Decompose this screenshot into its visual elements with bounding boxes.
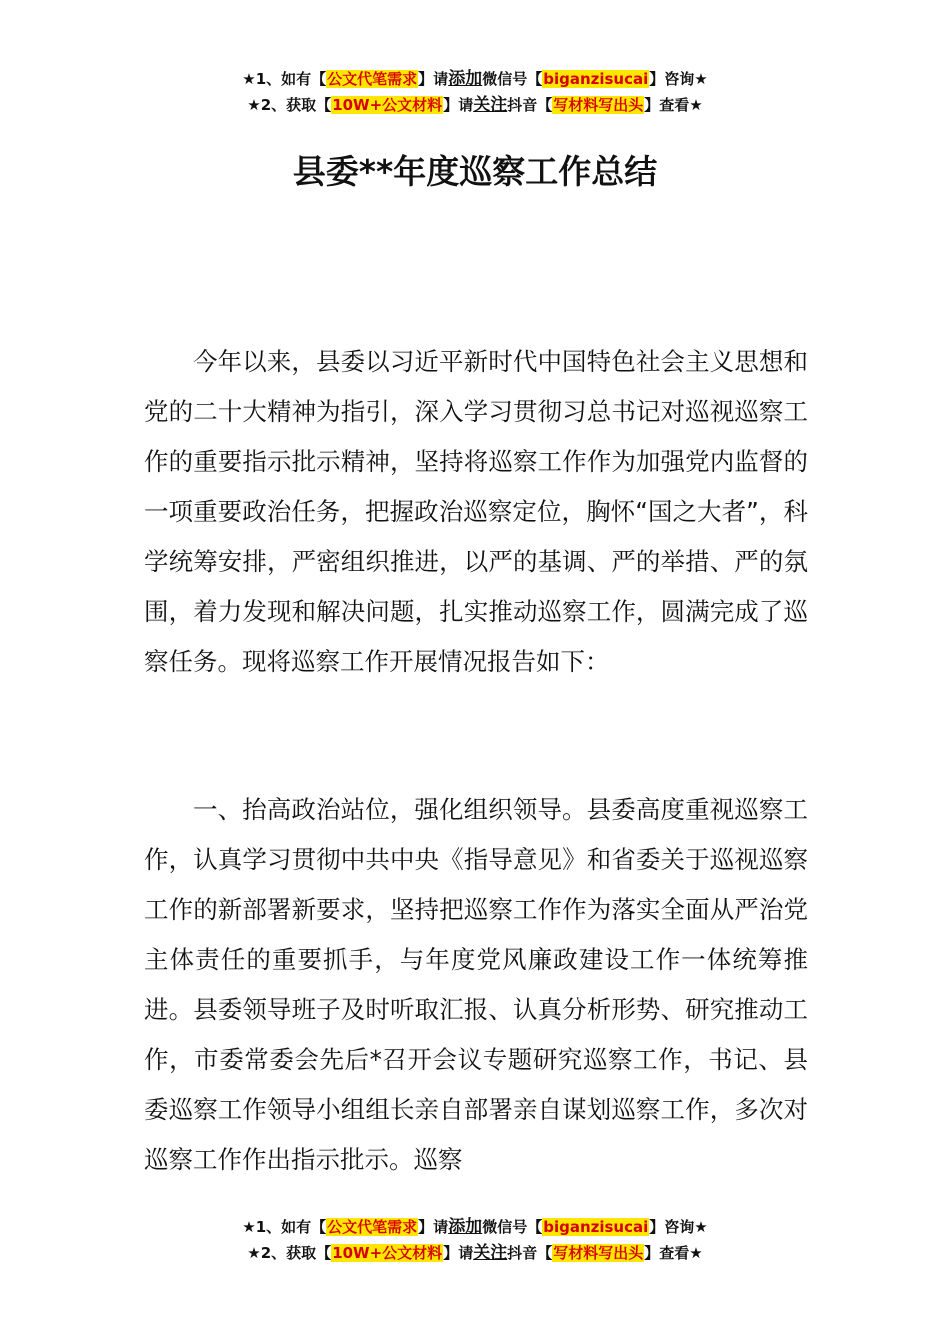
banner-text: 】请 xyxy=(418,70,449,88)
highlight-tag: 10W+公文材料 xyxy=(332,96,443,114)
banner-text: 】请 xyxy=(443,96,474,114)
banner-text: 微信号【 xyxy=(482,1218,543,1236)
banner-text: ★1、如有【 xyxy=(242,70,327,88)
highlight-tag: 公文代笔需求 xyxy=(327,70,418,88)
header-banner-line-1 xyxy=(0,66,950,92)
banner-text: 抖音【 xyxy=(507,1244,553,1262)
banner-text: 】查看★ xyxy=(644,1244,703,1262)
emphasis-text: 添加 xyxy=(448,1217,483,1237)
body-paragraph-section-1: 一、抬高政治站位，强化组织领导。县委高度重视巡察工作，认真学习贯彻中共中央《指导意见》和省委关于巡视巡察工作的新部署新要求，坚持把巡察工作作为落实全面从严治党主体责任的重要抓手，与年度党风廉政建设工作一体统筹推进。县委领导班子及时听取汇报、认真分析形势、研究推动工作，市委常委会先后*召开会议专题研究巡察工作，书记、县委巡察工作领导小组组长亲自部署亲自谋划巡察工作，多次对巡察工作作出指示批示。巡察 xyxy=(144,795,808,1174)
emphasis-text: 关注 xyxy=(473,1243,508,1263)
banner-text: 】请 xyxy=(418,1218,449,1236)
body-paragraph-intro: 今年以来，县委以习近平新时代中国特色社会主义思想和党的二十大精神为指引，深入学习贯彻习总书记对巡视巡察工作的重要指示批示精神，坚持将巡察工作作为加强党内监督的一项重要政治任务，把握政治巡察定位，胸怀“国之大者”，科学统筹安排，严密组织推进，以严的基调、严的举措、严的氛围，着力发现和解决问题，扎实推动巡察工作，圆满完成了巡察任务。现将巡察工作开展情况报告如下： xyxy=(144,347,808,676)
emphasis-text: 添加 xyxy=(448,69,483,89)
footer-banner-line-2 xyxy=(0,1240,950,1266)
banner-text: 】查看★ xyxy=(644,96,703,114)
header-banner xyxy=(0,66,950,118)
highlight-tag: 公文代笔需求 xyxy=(327,1218,418,1236)
footer-banner xyxy=(0,1214,950,1266)
highlight-tag: 10W+公文材料 xyxy=(332,1244,443,1262)
banner-text: ★2、获取【 xyxy=(247,96,332,114)
wechat-id-highlight: biganzisucai xyxy=(543,70,649,88)
banner-text: 抖音【 xyxy=(507,96,553,114)
banner-text: 】咨询★ xyxy=(649,70,708,88)
banner-text: ★2、获取【 xyxy=(247,1244,332,1262)
banner-text: 】请 xyxy=(443,1244,474,1262)
emphasis-text: 关注 xyxy=(473,95,508,115)
header-banner-line-2 xyxy=(0,92,950,118)
douyin-id-highlight: 写材料写出头 xyxy=(553,96,644,114)
banner-text: 】咨询★ xyxy=(649,1218,708,1236)
document-title: 县委**年度巡察工作总结 xyxy=(292,152,658,191)
banner-text: 微信号【 xyxy=(482,70,543,88)
wechat-id-highlight: biganzisucai xyxy=(543,1218,649,1236)
footer-banner-line-1 xyxy=(0,1214,950,1240)
banner-text: ★1、如有【 xyxy=(242,1218,327,1236)
douyin-id-highlight: 写材料写出头 xyxy=(553,1244,644,1262)
